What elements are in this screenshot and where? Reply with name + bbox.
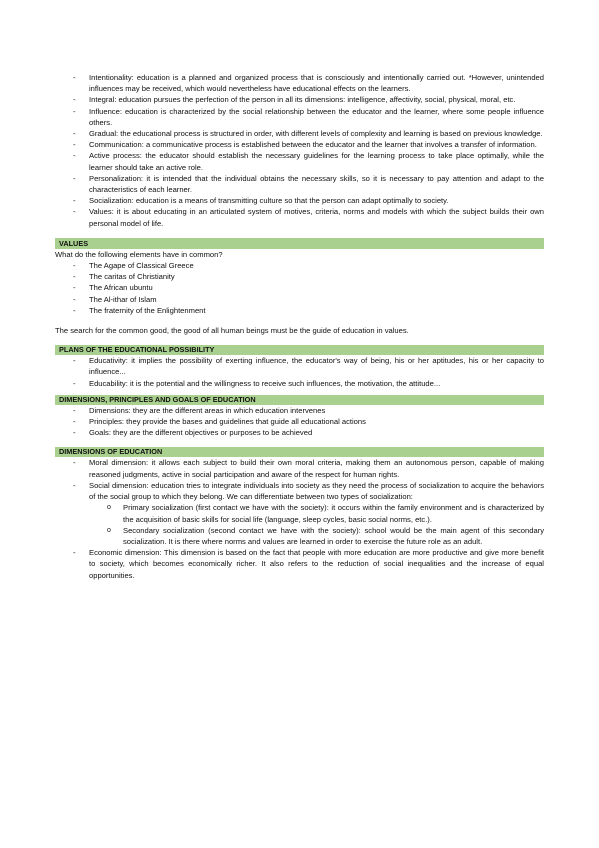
list-item: - Integral: education pursues the perfection of the person in all its dimensions: intelligence, affectivity, social, physical, moral, etc.	[55, 94, 544, 105]
list-item: - The Al-ithar of Islam	[55, 294, 544, 305]
list-item: - Educability: it is the potential and the willingness to receive such influences, the motivation, the attitude...	[55, 378, 544, 389]
list-item: - Communication: a communicative process is established between the educator and the learner that involves a transfer of information.	[55, 139, 544, 150]
sub-list-item: o Secondary socialization (second contact we have with the society): school would be the main agent of this secondary socialization. It is there where norms and values are learned in order to exercise the future role as an adult.	[89, 525, 544, 547]
section-heading-plans: PLANS OF THE EDUCATIONAL POSSIBILITY	[55, 345, 544, 355]
section-heading-dimensions: DIMENSIONS OF EDUCATION	[55, 447, 544, 457]
list-item: - Intentionality: education is a planned and organized process that is consciously and intentionally carried out. *However, unintended influences may be received, which would nevertheless have educational effects on the learners.	[55, 72, 544, 94]
values-question: What do the following elements have in common?	[55, 249, 223, 259]
social-text: Social dimension: education tries to integrate individuals into society as they need the process of socialization to acquire the behaviors of the social group to which they belong. We can differentiate between two types of socialization:	[89, 480, 544, 502]
list-item: - Dimensions: they are the different areas in which education intervenes	[55, 405, 544, 416]
characteristics-list	[55, 72, 544, 229]
list-item: - Gradual: the educational process is structured in order, with different levels of complexity and learning is based on previous knowledge.	[55, 128, 544, 139]
plans-list	[55, 355, 544, 389]
dimensions-principles-list	[55, 405, 544, 439]
section-heading-values: VALUES	[55, 238, 544, 249]
list-item: - Goals: they are the different objectives or purposes to be achieved	[55, 427, 544, 438]
list-item: - Influence: education is characterized by the social relationship between the educator and the learner, where some people influence others.	[55, 106, 544, 128]
list-item-social	[55, 480, 544, 547]
section-heading-dimensions-principles: DIMENSIONS, PRINCIPLES AND GOALS OF EDUCATION	[55, 395, 544, 405]
list-item: - Educativity: it implies the possibility of exerting influence, the educator's way of being, his or her aptitudes, his or her capacity to influence...	[55, 355, 544, 377]
list-item-economic: - Economic dimension: This dimension is based on the fact that people with more education are more productive and give more benefit to society, which becomes economically richer. It also refers to the reduction of social inequalities and the increase of equal opportunities.	[55, 547, 544, 581]
dimensions-list	[55, 457, 544, 580]
sub-list-item: o Primary socialization (first contact we have with the society): it occurs within the family environment and is characterized by the acquisition of basic skills for social life (language, sleep cycles, basic social norms, etc.).	[89, 502, 544, 524]
list-item: - The Agape of Classical Greece	[55, 260, 544, 271]
socialization-sublist	[89, 502, 544, 547]
list-item: - The caritas of Christianity	[55, 271, 544, 282]
list-item: - Active process: the educator should establish the necessary guidelines for the learning process to take place optimally, while the learner should take an active role.	[55, 150, 544, 172]
values-conclusion: The search for the common good, the good of all human beings must be the guide of education in values.	[55, 326, 409, 336]
list-item: - Principles: they provide the bases and guidelines that guide all educational actions	[55, 416, 544, 427]
list-item-moral: - Moral dimension: it allows each subject to build their own moral criteria, making them an autonomous person, capable of making reasoned judgments, active in social participation and aware of the respect for human rights.	[55, 457, 544, 479]
list-item: - Values: it is about educating in an articulated system of motives, criteria, norms and models with which the subject builds their own personal model of life.	[55, 206, 544, 228]
list-item: - The fraternity of the Enlightenment	[55, 305, 544, 316]
list-item: - The African ubuntu	[55, 282, 544, 293]
list-item: - Socialization: education is a means of transmitting culture so that the person can adapt optimally to society.	[55, 195, 544, 206]
values-list	[55, 260, 544, 316]
list-item: - Personalization: it is intended that the individual obtains the necessary skills, so it is necessary to pay attention and adapt to the characteristics of each learner.	[55, 173, 544, 195]
